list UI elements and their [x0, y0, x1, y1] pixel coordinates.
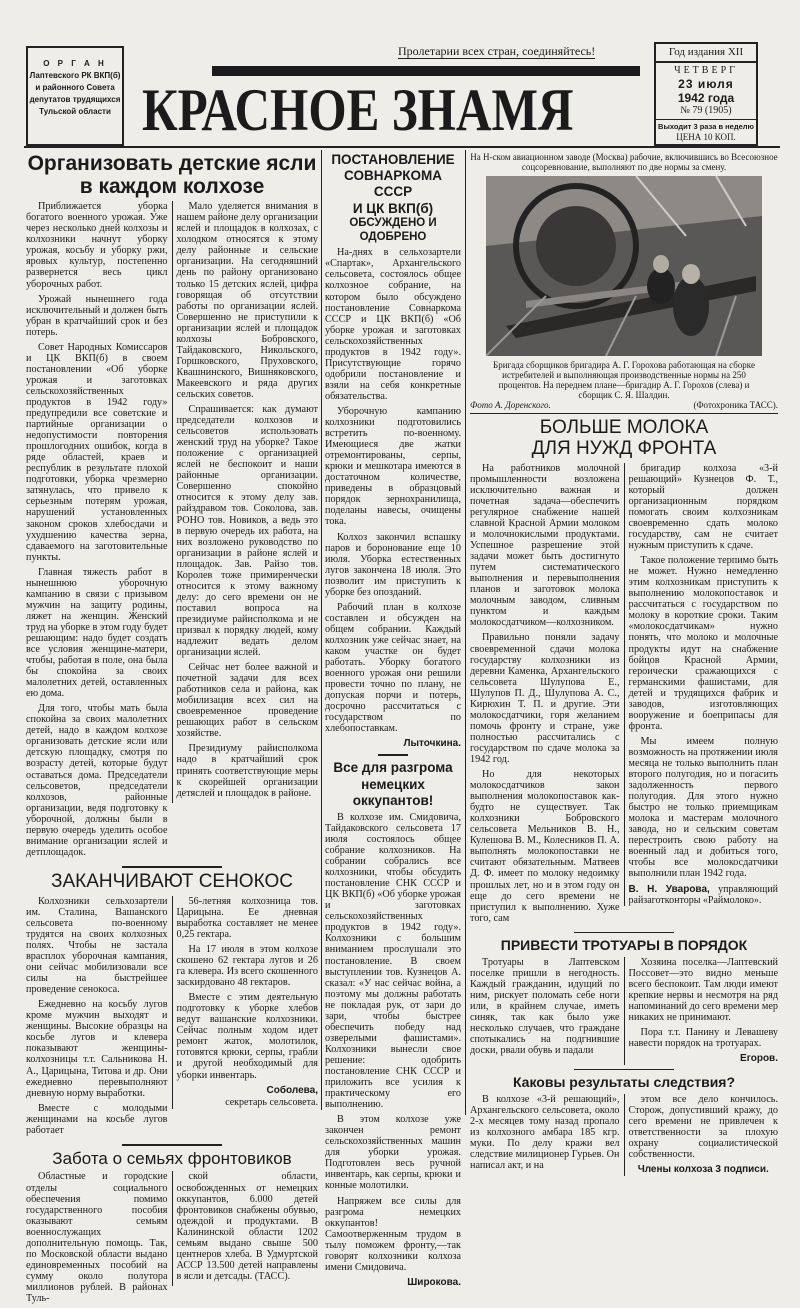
headline-senokos: ЗАКАНЧИВАЮТ СЕНОКОС	[51, 870, 293, 892]
headline-line: в каждом колхозе	[79, 175, 265, 199]
article-yasli-col-1	[26, 201, 168, 862]
column-rule	[321, 150, 322, 1110]
article-paragraph: Но для некоторых молокосдатчиков закон выполнения молокопоставок как-будто не существует. Так колхозники Бобровского сельсовета Мельников В. Н., Кулешова В. М., Колесников П. А. выполнять молокопоставки не считают обязательным. Матвеев Д. Ф. имеет по молоку недоимку прошлых лет, но и в этом году он еще до сего времени не приступил к выполнению. Хуже того, сам	[470, 769, 620, 924]
divider	[122, 1144, 222, 1146]
article-paragraph: Мы имеем полную возможность на протяжении июля месяца не только выполнить план второго полугодия, но и погасить задолженность первого полугодия. Для этого нужно быстро не только приемщикам молока и мастерам молочного завода, но и сельским советам перестроить свою работу на военный лад и добиться того, чтобы все молокосдатчики выполнили план 1942 года.	[628, 735, 778, 880]
title-bar	[212, 66, 640, 76]
article-zabota	[26, 1150, 318, 1308]
column-rule	[465, 150, 466, 1115]
headline-line: ОБСУЖДЕНО И ОДОБРЕНО	[349, 216, 437, 243]
article-paragraph: Напряжем все силы для разгрома немецких оккупантов! Самоотверженным трудом в тылу поможем фронту,—так говорят колхозники колхоза имени Смидовича.	[325, 1195, 461, 1273]
article-sledstvie	[470, 1074, 778, 1176]
aircraft-assembly-image	[486, 176, 762, 356]
article-paragraph: Сейчас нет более важной и почетной задачи для всех работников села и района, как мобилизация всех сил на своевременное проведение решающих работ в сельском хозяйстве.	[176, 662, 318, 740]
organ-line: депутатов трудящихся	[29, 95, 121, 104]
article-sledstvie-col-1	[470, 1094, 620, 1175]
headline-line: Все для разгрома	[333, 760, 453, 776]
article-paragraph: Правильно поняли задачу своевременной сдачи молока государству колхозники из деревни Каменка, Архангельского сельсовета Шулупова Е., Шулупов П. Д., Шулупова А. С., Кирюхин Т. П. и другие. Эти молокосдатчики, горя желанием помочь фронту и стране, уже полностью рассчитались с государством по сдаче молока за 1942 год.	[470, 632, 620, 765]
article-sledstvie-col-2	[624, 1094, 779, 1176]
issue-date: 23 июля	[678, 77, 734, 91]
moloko-col-2-text	[629, 463, 779, 880]
article-yasli	[26, 152, 318, 862]
article-paragraph: этом все дело кончилось. Сторож, допустивший кражу, до сего времени не привлечен к ответственности за плохую охрану социалистической собственности.	[628, 1093, 778, 1160]
article-paragraph: На-днях в сельхозартели «Спартак», Архангельского сельсовета, состоялось общее колхозное собрание, на котором было обсуждено постановление Совнаркома СССР и ЦК ВКП(б) «Об уборке урожая и заготовках сельскохозяйственных продуктов в 1942 году». Присутствующие горячо одобрили постановление и взяли на себя конкретные обязательства.	[325, 247, 461, 402]
signature-role-senokos: секретарь сельсовета.	[225, 1096, 318, 1108]
issue-box	[654, 42, 758, 146]
signature-postanovlenie: Лыточкина.	[403, 738, 461, 750]
divider	[574, 932, 674, 933]
headline-line: немецких оккупантов!	[352, 776, 434, 808]
headline-yasli	[26, 152, 318, 198]
article-paragraph: Хозяина поселка—Лаптевский Поссовет—это видно меньше всего беспокоит. Там люди имеют крепкие нервы и несмотря на ряд напоминаний до сего времени мер никаких не принимают.	[628, 956, 778, 1023]
right-column	[470, 152, 778, 1176]
center-column	[325, 152, 461, 1289]
article-paragraph: Колхозники сельхозартели им. Сталина, Вашанского сельсовета по-военному трудятся на своих колхозных полях. Чтобы не застала врасплох уборочная кампания, они сейчас мобилизовали все силы на быстрейшее проведение сенокоса.	[26, 895, 168, 996]
article-paragraph: Для того, чтобы мать была спокойна за своих малолетних детей, надо в каждом колхозе организовать детские ясли или детскую площадку, смотря по возрасту детей, которые будут оставаться дома. Председатели сельсоветов, председатели колхозов, районные организации, ведя подготовку к уборочной, должны были в первую очередь уделить особое внимание организации яслей и детплощадок.	[26, 703, 168, 858]
senokos-col-2-text	[177, 896, 319, 1081]
article-paragraph: Вместе с этим деятельную подготовку к уборке хлебов ведут вашанские колхозники. Сейчас полным ходом идет ремонт жаток, молотилок, готовятся крюки, серпы, грабли и другой необходимый для уборки инвентарь.	[176, 992, 318, 1081]
article-paragraph: Уборочную кампанию колхозники подготовились встретить по-военному. Имеющиеся две жатки отремонтированы, серпы, крюки и мешкотара имеются в достаточном количестве, приведены в образцовый порядок зернохранилища, поделаны навесы, очищены тока.	[325, 406, 461, 528]
trotuary-col-2-text	[629, 957, 779, 1049]
article-paragraph: Президиуму райисполкома надо в кратчайший срок принять соответствующие меры к скорейшей организации детяслей и площадок в районе.	[176, 743, 318, 799]
signature-trotuary: Егоров.	[740, 1052, 778, 1064]
article-paragraph: Такое положение терпимо быть не может. Нужно немедленно этим колхозникам приступить к выполнению молокопоставок и рассчитаться с государством по молоку в короткие сроки. Таким «молокосдатчикам» нужно понять, что молоко и молочные продукты идут на снабжение бойцов Красной Армии, героически сражающихся с германскими фашистами, для детей и трудящихся фабрик и заводов, изготовляющих вооружение и боеприпасы для фронта.	[628, 555, 778, 732]
headline-line: БОЛЬШЕ МОЛОКА	[539, 417, 709, 438]
left-column	[26, 152, 318, 1308]
article-paragraph: Пора т.т. Панину и Левашеву навести порядок на тротуарах.	[628, 1026, 778, 1049]
issue-year: 1942 года	[677, 91, 735, 105]
article-paragraph: бригадир колхоза «3-й решающий» Кузнецов Ф. Т., который должен организационным порядком помогать своим колхозникам своевременно сдать молоко государству, сам не считает нужным приступить к сдаче.	[628, 462, 778, 552]
article-trotuary	[470, 937, 778, 1065]
organ-line: Лаптевского РК ВКП(б)	[29, 71, 121, 80]
article-senokos-col-1	[26, 896, 168, 1140]
masthead-rule	[24, 146, 780, 148]
article-zabota-col-1	[26, 1171, 168, 1308]
headline-line: ПОСТАНОВЛЕНИЕ	[331, 152, 455, 167]
headline-zabota: Забота о семьях фронтовиков	[52, 1148, 292, 1168]
photo-credits	[470, 400, 778, 414]
photo-caption: Бригада сборщиков бригадира А. Г. Горохова работающая на сборке истребителей и выполняющая производственные нормы на 250 процентов. На переднем плане—бригадир А. Г. Горохов (слева) и сборщик С. Я. Шалдин.	[493, 360, 755, 400]
sledstvie-col-2-text	[629, 1094, 779, 1160]
article-paragraph: Мало уделяется внимания в нашем районе делу организации яслей и площадок в колхозах, с холодком относятся к этому делу районные и сельские организации. На сегодняшний день по району организовано только 15 детских яслей, цифра говорящая об отсутствии работы по организации яслей. Совершенно не приступили к организации яслей и площадок колхозы Бобровского, Тайдаковского, Никольского, Горшковского, Пруховского, Квашнинского, Вишняковского, Макеевского и ряда других сельских советов.	[176, 201, 318, 400]
organ-line: О Р Г А Н	[43, 59, 107, 68]
newspaper-title: КРАСНОЕ ЗНАМЯ	[142, 77, 574, 143]
article-paragraph: В колхозе «3-й решающий», Архангельского сельсовета, около 2-х месяцев тому назад пропало из колхозного амбара 185 кгр. муки. По делу кражи вел следствие милиционер Гурьев. Он написал акт, и на	[470, 1093, 620, 1171]
article-paragraph: На 17 июля в этом колхозе скошено 62 гектара лугов и 26 га клевера. Из всего скошенного заскирдовано 48 гектаров.	[176, 943, 318, 989]
headline-line: СОВНАРКОМА СССР	[344, 168, 442, 200]
article-paragraph: Приближается уборка богатого военного урожая. Уже через несколько дней колхозы и колхозники начнут уборку урожая, косьбу и уборку ржи, яровых культур, постепенно развернется весь цикл уборочных работ.	[26, 201, 168, 290]
article-paragraph: Вместе с молодыми женщинами на косьбе лугов работает	[26, 1102, 168, 1136]
article-paragraph: Спрашивается: как думают председатели колхозов и сельсоветов использовать женский труд на уборке? Такое положение с организацией яслей не беспокоит и наши районные организации. Совершенно спокойно относится к этому делу зав. райздравом тов. Соколова, зав. РОНО тов. Новиков, а ведь это в первую очередь их работа, на них возложено руководство по организации в районе яслей и площадок. Зав. Райзо тов. Королев тоже примиренчески относится к этому важному делу: до сего времени он не поставил вопроса на президиуме райисполкома и не призвал к порядку людей, кому надлежит ведать делом организации яслей.	[176, 404, 318, 659]
article-paragraph: Совет Народных Комиссаров и ЦК ВКП(б) в своем постановлении «Об уборке урожая и заготовках сельскохозяйственных продуктов в 1942 году» предупредили все советские и партийные организации о недопустимости повторения прошлогодних ошибок, когда в ряде областей, краев и республик в результате плохой подготовки, уборка чрезмерно затянулась, что привело к серьезным потерям урожая, нарушений установленных законом сроков хлебосдачи и ухудшению качества зерна, сдаваемого на заготовительные пункты.	[26, 341, 168, 563]
price: ЦЕНА 10 КОП.	[676, 132, 736, 142]
article-zabota-col-2	[172, 1171, 319, 1285]
headline-line: Организовать детские ясли	[27, 152, 317, 175]
organ-line: Тульской области	[39, 107, 111, 116]
divider	[122, 866, 222, 868]
signature-name: В. Н. Уварова,	[628, 883, 710, 895]
article-moloko-col-2	[624, 463, 779, 906]
article-trotuary-col-1	[470, 957, 620, 1060]
factory-photo	[486, 176, 762, 356]
headline-sledstvie: Каковы результаты следствия?	[512, 1073, 736, 1090]
slogan: Пролетарии всех стран, соединяйтесь!	[398, 44, 596, 58]
weekday: ЧЕТВЕРГ	[674, 65, 738, 76]
signature-sledstvie: Члены колхоза 3 подписи.	[637, 1163, 769, 1175]
article-yasli-col-2	[172, 201, 319, 802]
headline-moloko	[470, 418, 778, 460]
photo-top-caption: На Н-ском авиационном заводе (Москва) рабочие, включившись во Всесоюзное соцсоревнование, выполняют по две нормы за смену.	[470, 152, 778, 172]
headline-line: И ЦК ВКП(б)	[352, 200, 434, 216]
headline-razgrom	[325, 760, 461, 809]
article-paragraph: ской области, освобожденных от немецких оккупантов, 6.000 детей фронтовиков снабжены обувью, одеждой и продуктами. В Калининской области 1202 семьям выдано свыше 500 центнеров хлеба. В Удмуртской АССР 13.500 детей направлены в ясли и детсады. (ТАСС).	[176, 1171, 318, 1282]
article-paragraph: Ежедневно на косьбу лугов кроме мужчин выходят и женщины. Высокие образцы на косьбе лугов и клевера показывают женщины-колхозницы т.т. Сальникова Н. А., Царицына, Титова и др. Они ежедневно перевыполняют дневную норму выработки.	[26, 999, 168, 1099]
article-paragraph: Главная тяжесть работ в нынешнюю уборочную кампанию в связи с призывом мужчин на защиту родины, ляжет на женщин. Женский труд на уборке в этом году будет решающим: надо будет создать все условия женщине-матери, чтобы, работая в поле, она была бы спокойна за своих малолетних детей, оставленных ею дома.	[26, 566, 168, 700]
headline-line: ДЛЯ НУЖД ФРОНТА	[531, 437, 717, 459]
year-of-publication: Год издания XII	[656, 44, 756, 63]
signature-role: управляющий райзаготконторы «Раймолоко».	[628, 883, 779, 906]
article-paragraph: Областные и городские отделы социального обеспечения помимо государственного пособия оказывают семьям военнослужащих дополнительную помощь. Так, по Московской области выдано единовременных пособий на сумму около полутора миллионов рублей. В районах Туль-	[26, 1171, 168, 1304]
article-paragraph: На работников молочной промышленности возложена исключительно важная и почетная задача—обеспечить регулярное снабжение нашей славной Красной Армии молоком и молочнокислыми продуктами. Успешное разрешение этой задачи может быть достигнуто путем систематического выполнения и перевыполнения планов и заготовок молока молочным заводом, сливным пунктом и каждым молокосдатчиком—колхозником.	[470, 462, 620, 629]
signature-razgrom: Широкова.	[407, 1276, 461, 1288]
article-paragraph: В колхозе им. Смидовича, Тайдаковского сельсовета 17 июля состоялось общее собрание колхозников. На собрании собрались все колхозники, чтобы обсудить постановление СНК СССР и ЦК ВКП(б) «Об уборке урожая и заготовках сельскохозяйственных продуктов в 1942 году». Колхозники с большим вниманием прослушали это постановление. В своем выступлении тов. Кузнецов А. сказал: «У нас сейчас война, а поэтому мы должны работать не покладая рук, от зари до зари, чтобы быстрее обеспечить победу над озверелыми фашистами». Колхозники вынесли свое решение: одобрить постановление СНК СССР и приложить все усилия к практическому его выполнению.	[325, 811, 461, 1111]
photo-agency: (Фотохроника ТАСС).	[693, 400, 778, 410]
photo-credit: Фото А. Доренского.	[470, 400, 551, 410]
article-moloko-col-1	[470, 463, 620, 928]
article-postanovlenie-text	[325, 247, 461, 738]
issue-number: № 79 (1905)	[656, 105, 756, 120]
article-postanovlenie	[325, 152, 461, 750]
organ-line: и районного Совета	[35, 83, 115, 92]
photo-block	[470, 152, 778, 414]
article-senokos	[26, 872, 318, 1140]
frequency: Выходит 3 раза в неделю	[658, 122, 754, 131]
organ-box	[26, 46, 124, 146]
divider	[574, 1069, 674, 1070]
signature-moloko	[629, 884, 779, 906]
headline-trotuary: ПРИВЕСТИ ТРОТУАРЫ В ПОРЯДОК	[500, 936, 748, 953]
headline-postanovlenie	[325, 152, 461, 244]
article-razgrom	[325, 760, 461, 1288]
article-paragraph: Колхоз закончил вспашку паров и боронование еще 10 июля. Уборка естественных лугов закончена 18 июля. Это позволит им приступить к уборке без опозданий.	[325, 531, 461, 598]
article-senokos-col-2	[172, 896, 319, 1109]
article-paragraph: 56-летняя колхозница тов. Царицына. Ее дневная выработка составляет не менее 0,25 гектара.	[176, 895, 318, 940]
article-paragraph: В этом колхозе уже закончен ремонт сельскохозяйственных машин для уборки урожая. Подготовлен весь ручной инвентарь, как серпы, крюки и конные молотилки.	[325, 1114, 461, 1192]
article-paragraph: Тротуары в Лаптевском поселке пришли в негодность. Каждый гражданин, идущий по ним, рискует поломать себе ноги или, в крайнем случае, иметь синяк, так как было уже несколько случаев, что граждане спотыкались на подгнившие доски, рвали обувь и падали	[470, 956, 620, 1056]
divider	[378, 754, 408, 756]
signature-senokos: Соболева,	[266, 1084, 318, 1096]
article-trotuary-col-2	[624, 957, 779, 1065]
article-paragraph: Рабочий план в колхозе составлен и обсужден на общем собрании. Каждый колхозник уже сейчас знает, на каком участке он будет работать. Уборку богатого военного урожая они решили провести точно по плану, не допуская порчи и потерь, досрочно рассчитаться с государством по хлебопоставкам.	[325, 601, 461, 735]
article-moloko	[470, 418, 778, 928]
article-razgrom-text	[325, 812, 461, 1277]
article-paragraph: Урожай нынешнего года исключительный и должен быть убран в кратчайший срок и без потерь.	[26, 293, 168, 338]
